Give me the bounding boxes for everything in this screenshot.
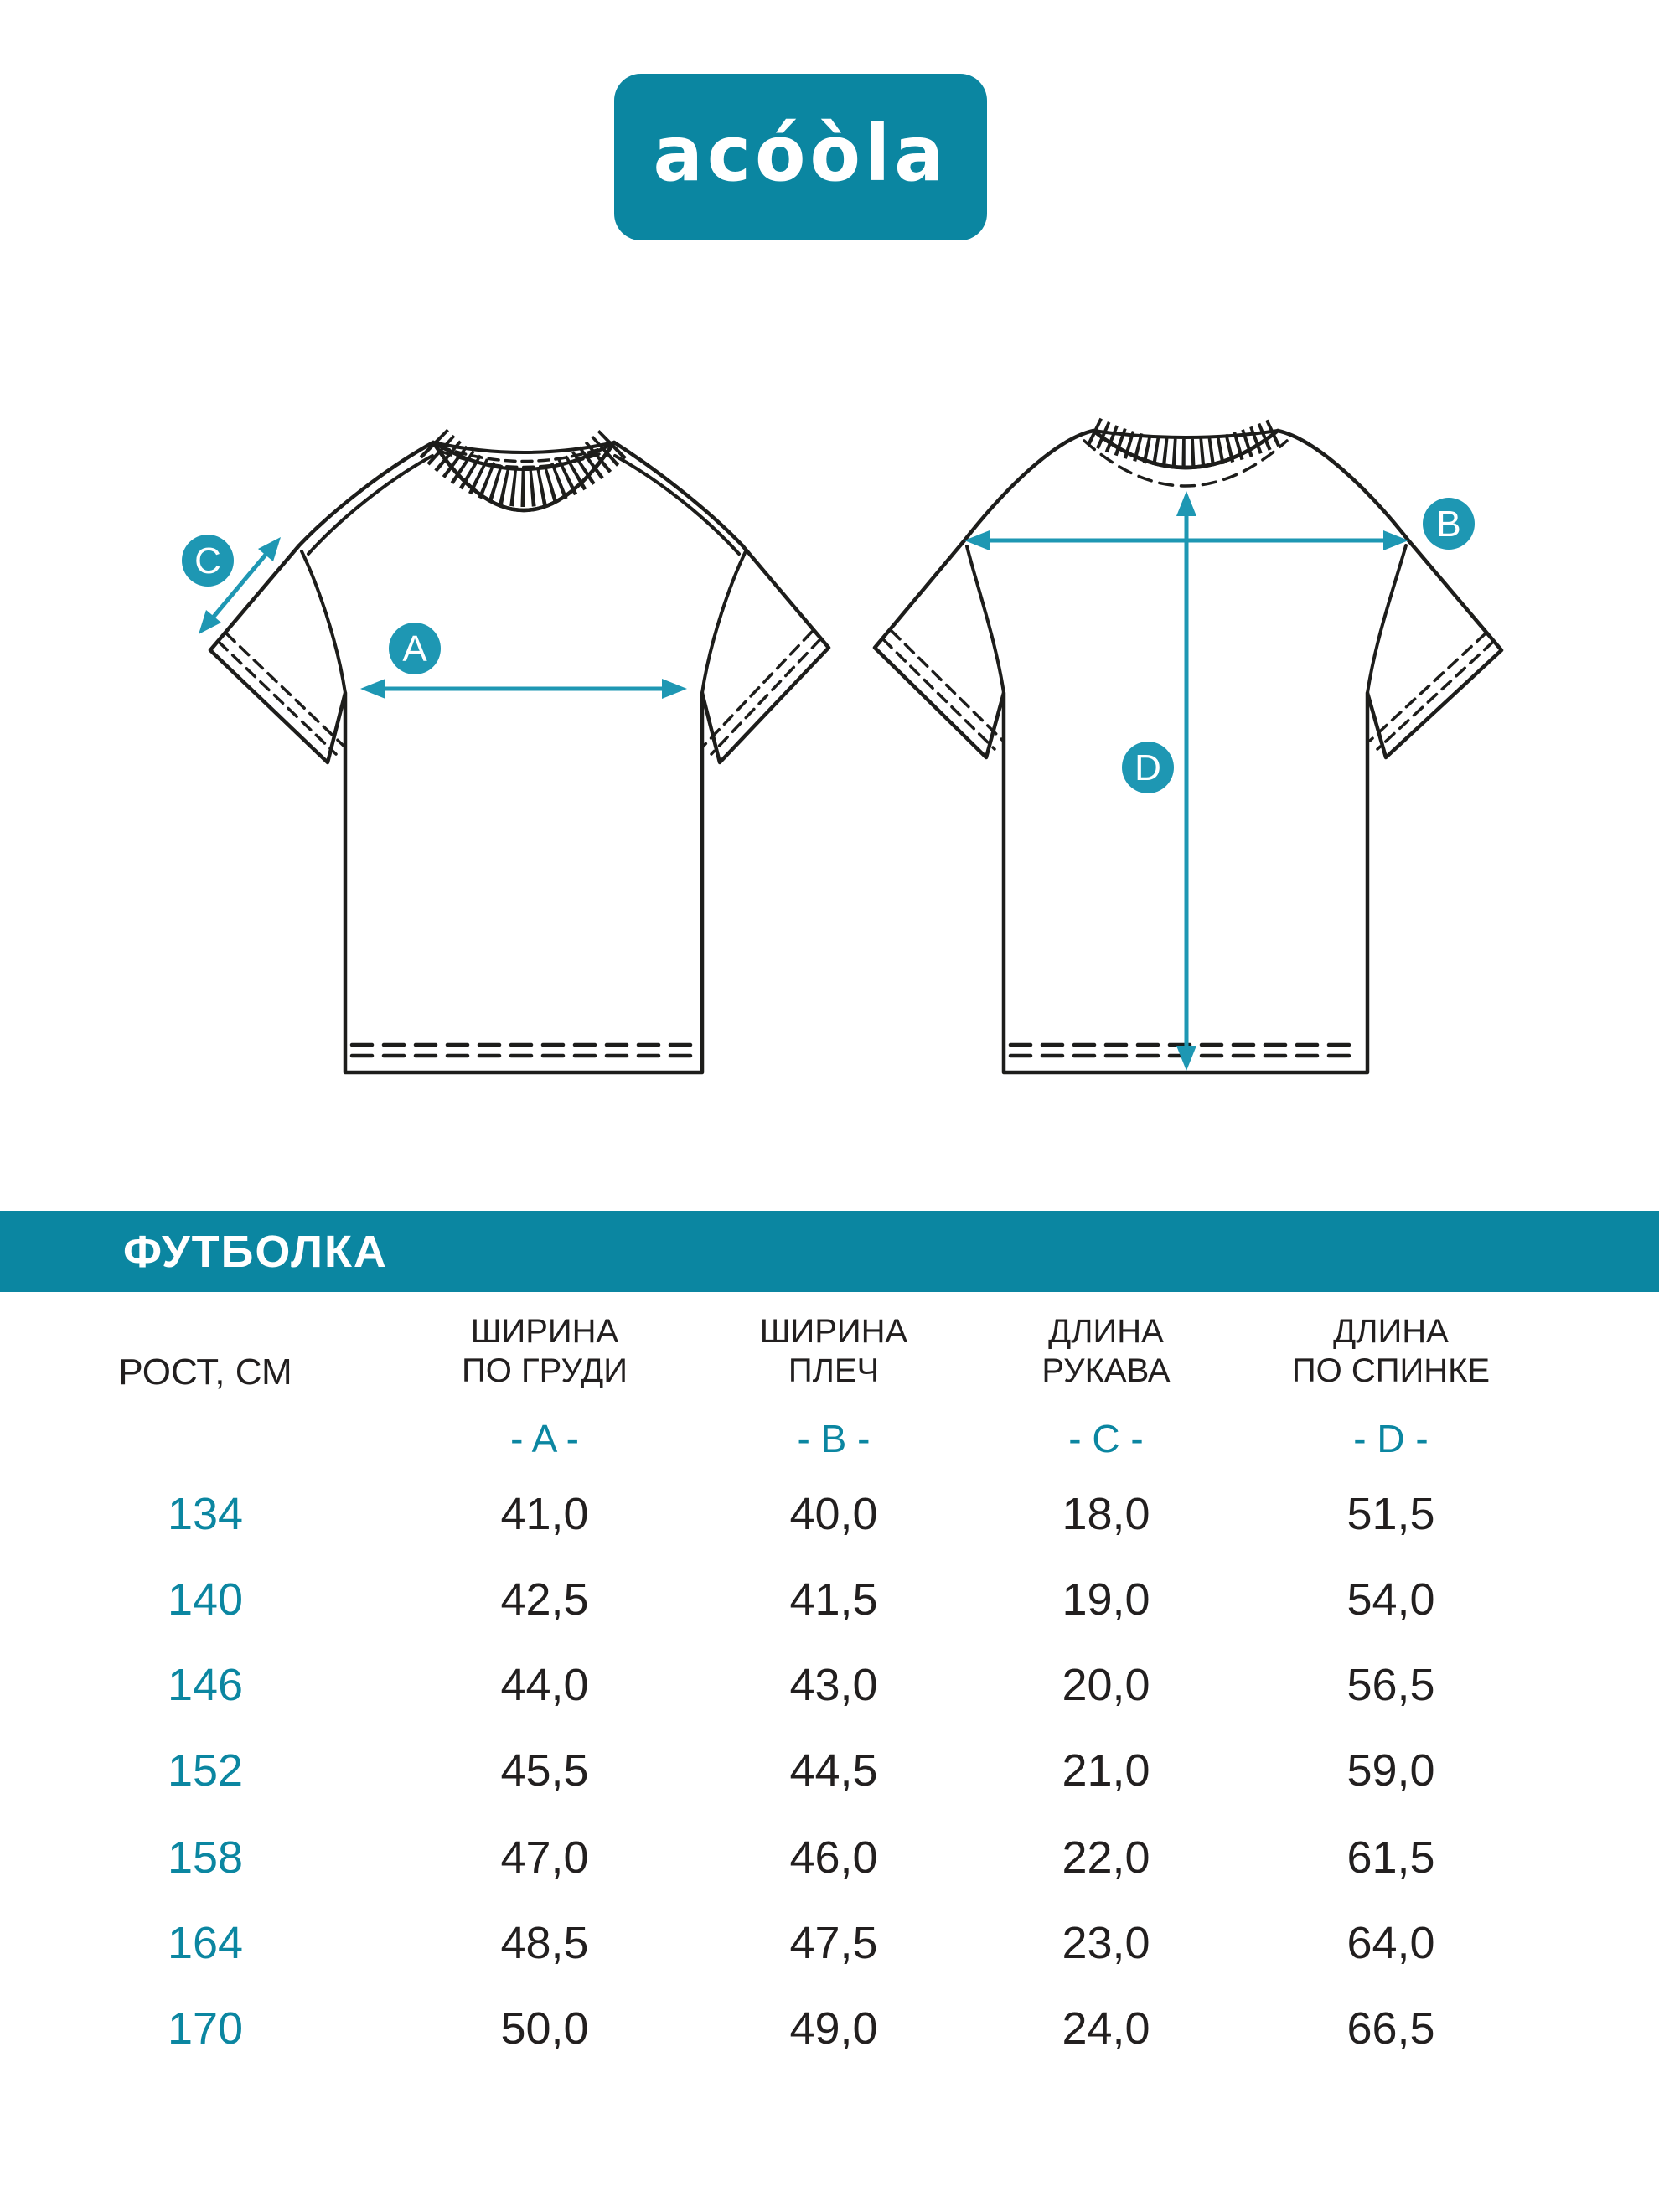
sleeve-length-value: 21,0 — [1062, 1745, 1150, 1796]
sleeve-length-value: 20,0 — [1062, 1660, 1150, 1710]
sleeve-length-value: 22,0 — [1062, 1832, 1150, 1883]
col-d-name-line1: ДЛИНА — [1333, 1313, 1449, 1350]
shoulder-width-value: 40,0 — [789, 1489, 878, 1539]
back-length-value: 51,5 — [1346, 1489, 1435, 1539]
back-length-value: 61,5 — [1346, 1832, 1435, 1883]
size-value: 134 — [167, 1489, 244, 1539]
col-b-name-line2: ПЛЕЧ — [788, 1352, 880, 1389]
shoulder-width-value: 49,0 — [789, 2003, 878, 2054]
badge-a-letter: A — [402, 628, 427, 669]
back-length-value: 59,0 — [1346, 1745, 1435, 1796]
chest-width-value: 50,0 — [500, 2003, 589, 2054]
sleeve-length-value: 24,0 — [1062, 2003, 1150, 2054]
col-b-name-line1: ШИРИНА — [759, 1313, 908, 1350]
back-length-value: 54,0 — [1346, 1574, 1435, 1625]
sleeve-length-value: 23,0 — [1062, 1918, 1150, 1968]
col-a-name-line2: ПО ГРУДИ — [462, 1352, 628, 1389]
col-c-name-line1: ДЛИНА — [1048, 1313, 1164, 1350]
size-value: 146 — [167, 1660, 244, 1710]
col-a-name-line1: ШИРИНА — [470, 1313, 619, 1350]
table-row — [0, 1832, 1659, 1882]
col-d-letter: - D - — [1353, 1417, 1429, 1460]
table-row — [0, 1659, 1659, 1709]
back-length-value: 64,0 — [1346, 1918, 1435, 1968]
row-header-size: РОСТ, СМ — [118, 1351, 292, 1393]
table-title: ФУТБОЛКА — [123, 1226, 388, 1277]
brand-logo-text: acóòla — [653, 108, 948, 199]
sleeve-length-value: 18,0 — [1062, 1489, 1150, 1539]
badge-b-letter: B — [1436, 504, 1461, 545]
size-value: 152 — [167, 1745, 244, 1796]
col-d-name-line2: ПО СПИНКЕ — [1291, 1352, 1491, 1389]
chest-width-value: 41,0 — [500, 1489, 589, 1539]
chest-width-value: 45,5 — [500, 1745, 589, 1796]
col-c-name-line2: РУКАВА — [1041, 1352, 1171, 1389]
table-row — [0, 1917, 1659, 1967]
table-title-band — [0, 1211, 1659, 1292]
shoulder-width-value: 47,5 — [789, 1918, 878, 1968]
table-row — [0, 2003, 1659, 2053]
table-row — [0, 1488, 1659, 1538]
col-b-letter: - B - — [797, 1417, 871, 1460]
chest-width-value: 47,0 — [500, 1832, 589, 1883]
chest-width-value: 42,5 — [500, 1574, 589, 1625]
size-value: 164 — [167, 1918, 244, 1968]
shoulder-width-value: 44,5 — [789, 1745, 878, 1796]
tshirt-front-drawing — [210, 442, 829, 1072]
size-value: 158 — [167, 1832, 244, 1883]
size-value: 140 — [167, 1574, 244, 1625]
chest-width-value: 44,0 — [500, 1660, 589, 1710]
chest-width-value: 48,5 — [500, 1918, 589, 1968]
sleeve-length-value: 19,0 — [1062, 1574, 1150, 1625]
table-row — [0, 1574, 1659, 1624]
col-c-letter: - C - — [1068, 1417, 1144, 1460]
badge-c-letter: C — [194, 540, 221, 581]
shoulder-width-value: 46,0 — [789, 1832, 878, 1883]
badge-d-letter: D — [1134, 747, 1161, 788]
table-row — [0, 1744, 1659, 1795]
size-value: 170 — [167, 2003, 244, 2054]
shoulder-width-value: 43,0 — [789, 1660, 878, 1710]
shoulder-width-value: 41,5 — [789, 1574, 878, 1625]
back-length-value: 66,5 — [1346, 2003, 1435, 2054]
back-length-value: 56,5 — [1346, 1660, 1435, 1710]
col-a-letter: - A - — [510, 1417, 579, 1460]
